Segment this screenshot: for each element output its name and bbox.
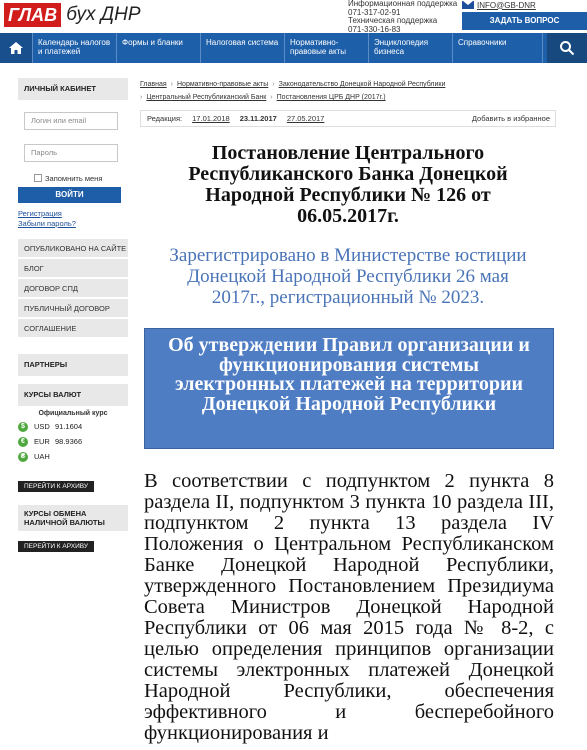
partners-title: ПАРТНЕРЫ <box>18 354 128 376</box>
rate-row-eur <box>18 434 128 449</box>
main-content <box>140 78 556 744</box>
redaction-date-current: 23.11.2017 <box>239 114 277 123</box>
rates-archive-button[interactable]: ПЕРЕЙТИ К АРХИВУ <box>18 481 94 492</box>
dollar-icon: $ <box>18 422 28 432</box>
cabinet-title: ЛИЧНЫЙ КАБИНЕТ <box>18 78 128 100</box>
home-icon <box>8 41 24 55</box>
nav-item-forms[interactable]: Формы и бланки <box>117 33 201 63</box>
nav-item-encyclopedia[interactable]: Энциклопедия бизнеса <box>369 33 453 63</box>
menu-item-contract-spd[interactable]: ДОГОВОР СПД <box>18 279 128 298</box>
remember-me[interactable] <box>34 172 128 184</box>
breadcrumb-sep: › <box>170 81 173 88</box>
exchange-title-line2: НАЛИЧНОЙ ВАЛЮТЫ <box>24 518 105 527</box>
rate-row-usd <box>18 419 128 434</box>
redaction-bar <box>140 110 556 127</box>
password-input[interactable]: Пароль <box>24 144 118 162</box>
forgot-password-link[interactable]: Забыли пароль? <box>18 219 76 228</box>
euro-icon: € <box>18 437 28 447</box>
breadcrumb-sep: › <box>272 81 275 88</box>
document-subject-banner: Об утверждении Правил организации и функционирования системы электронных платежей на территории Донецкой Народной Республики <box>144 328 554 449</box>
login-button[interactable]: ВОЙТИ <box>18 187 121 203</box>
menu-item-blog[interactable]: БЛОГ <box>18 259 128 278</box>
breadcrumb-legal-acts[interactable]: Нормативно-правовые акты <box>177 81 269 88</box>
ask-question-button[interactable]: ЗАДАТЬ ВОПРОС <box>462 12 587 30</box>
header <box>0 0 587 32</box>
info-support-phone: 071-317-02-91 <box>348 7 401 17</box>
main-nav <box>0 33 587 63</box>
exchange-title <box>18 505 128 531</box>
nav-item-references[interactable]: Справочники <box>453 33 543 63</box>
document-title: Постановление Центрального Республиканского Банка Донецкой Народной Республики № 126 от 06.05.2017г. <box>188 142 508 227</box>
rate-row-uah <box>18 449 128 464</box>
login-input[interactable]: Логин или email <box>24 112 118 130</box>
site-logo[interactable] <box>4 2 141 28</box>
logo-text: бух ДНР <box>66 4 141 25</box>
breadcrumb <box>140 78 556 104</box>
remember-label: Запомнить меня <box>45 173 103 183</box>
tech-support-label: Техническая поддержка <box>348 16 438 25</box>
nav-item-legal-acts[interactable]: Нормативно-правовые акты <box>285 33 369 63</box>
sidebar <box>18 78 128 553</box>
registration-note: Зарегистрировано в Министерстве юстиции Донецкой Народной Республики 26 мая 2017г., регистрационный № 2023. <box>169 245 527 308</box>
register-link[interactable]: Регистрация <box>18 209 62 218</box>
document-body: В соответствии с подпунктом 2 пункта 8 раздела II, подпунктом 3 пункта 10 раздела III, подпунктом 2 пункта 13 раздела IV Положения о Центральном Республиканском Банке Донецкой Народной Республики, утвержденного Постановлением Президиума Совета Министров Донецкой Народной Республики от 06 мая 2015 года № 8-2, с целью определения принципов организации системы электронных платежей Донецкой Народной Республики, обеспечения эффективного и бесперебойного функционирования и <box>144 470 554 744</box>
redaction-date-link[interactable]: 27.05.2017 <box>286 114 325 123</box>
tech-support-phone: 071-330-16-83 <box>348 24 401 34</box>
rate-code: UAH <box>34 452 50 461</box>
rate-value: 98.9366 <box>55 437 83 446</box>
breadcrumb-home[interactable]: Главная <box>140 81 167 88</box>
rates-title: КУРСЫ ВАЛЮТ <box>18 384 128 406</box>
email-link[interactable] <box>462 0 587 10</box>
nav-item-tax-system[interactable]: Налоговая система <box>201 33 285 63</box>
email-text: INFO@GB-DNR <box>477 0 536 10</box>
hryvnia-icon: ₴ <box>18 452 28 462</box>
search-button[interactable] <box>547 33 587 63</box>
rate-value: 91.1604 <box>55 422 83 431</box>
redaction-label: Редакция: <box>147 114 183 123</box>
breadcrumb-sep: › <box>270 94 273 101</box>
home-button[interactable] <box>0 33 33 63</box>
menu-item-agreement[interactable]: СОГЛАШЕНИЕ <box>18 319 128 338</box>
rate-code: USD <box>34 422 50 431</box>
rates-subtitle: Официальный курс <box>38 410 108 417</box>
mail-block <box>462 0 587 30</box>
breadcrumb-sep: › <box>140 94 143 101</box>
mail-icon <box>462 1 474 9</box>
exchange-archive-button[interactable]: ПЕРЕЙТИ К АРХИВУ <box>18 541 94 552</box>
breadcrumb-resolutions[interactable]: Постановления ЦРБ ДНР (2017г.) <box>276 94 386 101</box>
login-form <box>18 100 128 229</box>
redaction-date-link[interactable]: 17.01.2018 <box>192 114 230 123</box>
breadcrumb-central-bank[interactable]: Центральный Республиканский Банк <box>146 94 267 101</box>
exchange-title-line1: КУРСЫ ОБМЕНА <box>24 509 87 518</box>
remember-checkbox[interactable] <box>34 174 42 182</box>
search-icon <box>559 40 575 56</box>
info-support-label: Информационная поддержка <box>348 0 458 8</box>
logo-red-part: ГЛАВ <box>4 3 61 27</box>
rate-code: EUR <box>34 437 50 446</box>
nav-item-tax-calendar[interactable]: Календарь налогов и платежей <box>33 33 117 63</box>
contacts <box>348 0 457 34</box>
breadcrumb-dnr-law[interactable]: Законодательство Донецкой Народной Республики <box>278 81 446 88</box>
menu-item-public-contract[interactable]: ПУБЛИЧНЫЙ ДОГОВОР <box>18 299 128 318</box>
menu-item-published[interactable]: ОПУБЛИКОВАНО НА САЙТЕ <box>18 239 128 258</box>
add-to-favorites[interactable]: Добавить в избранное <box>471 114 550 123</box>
